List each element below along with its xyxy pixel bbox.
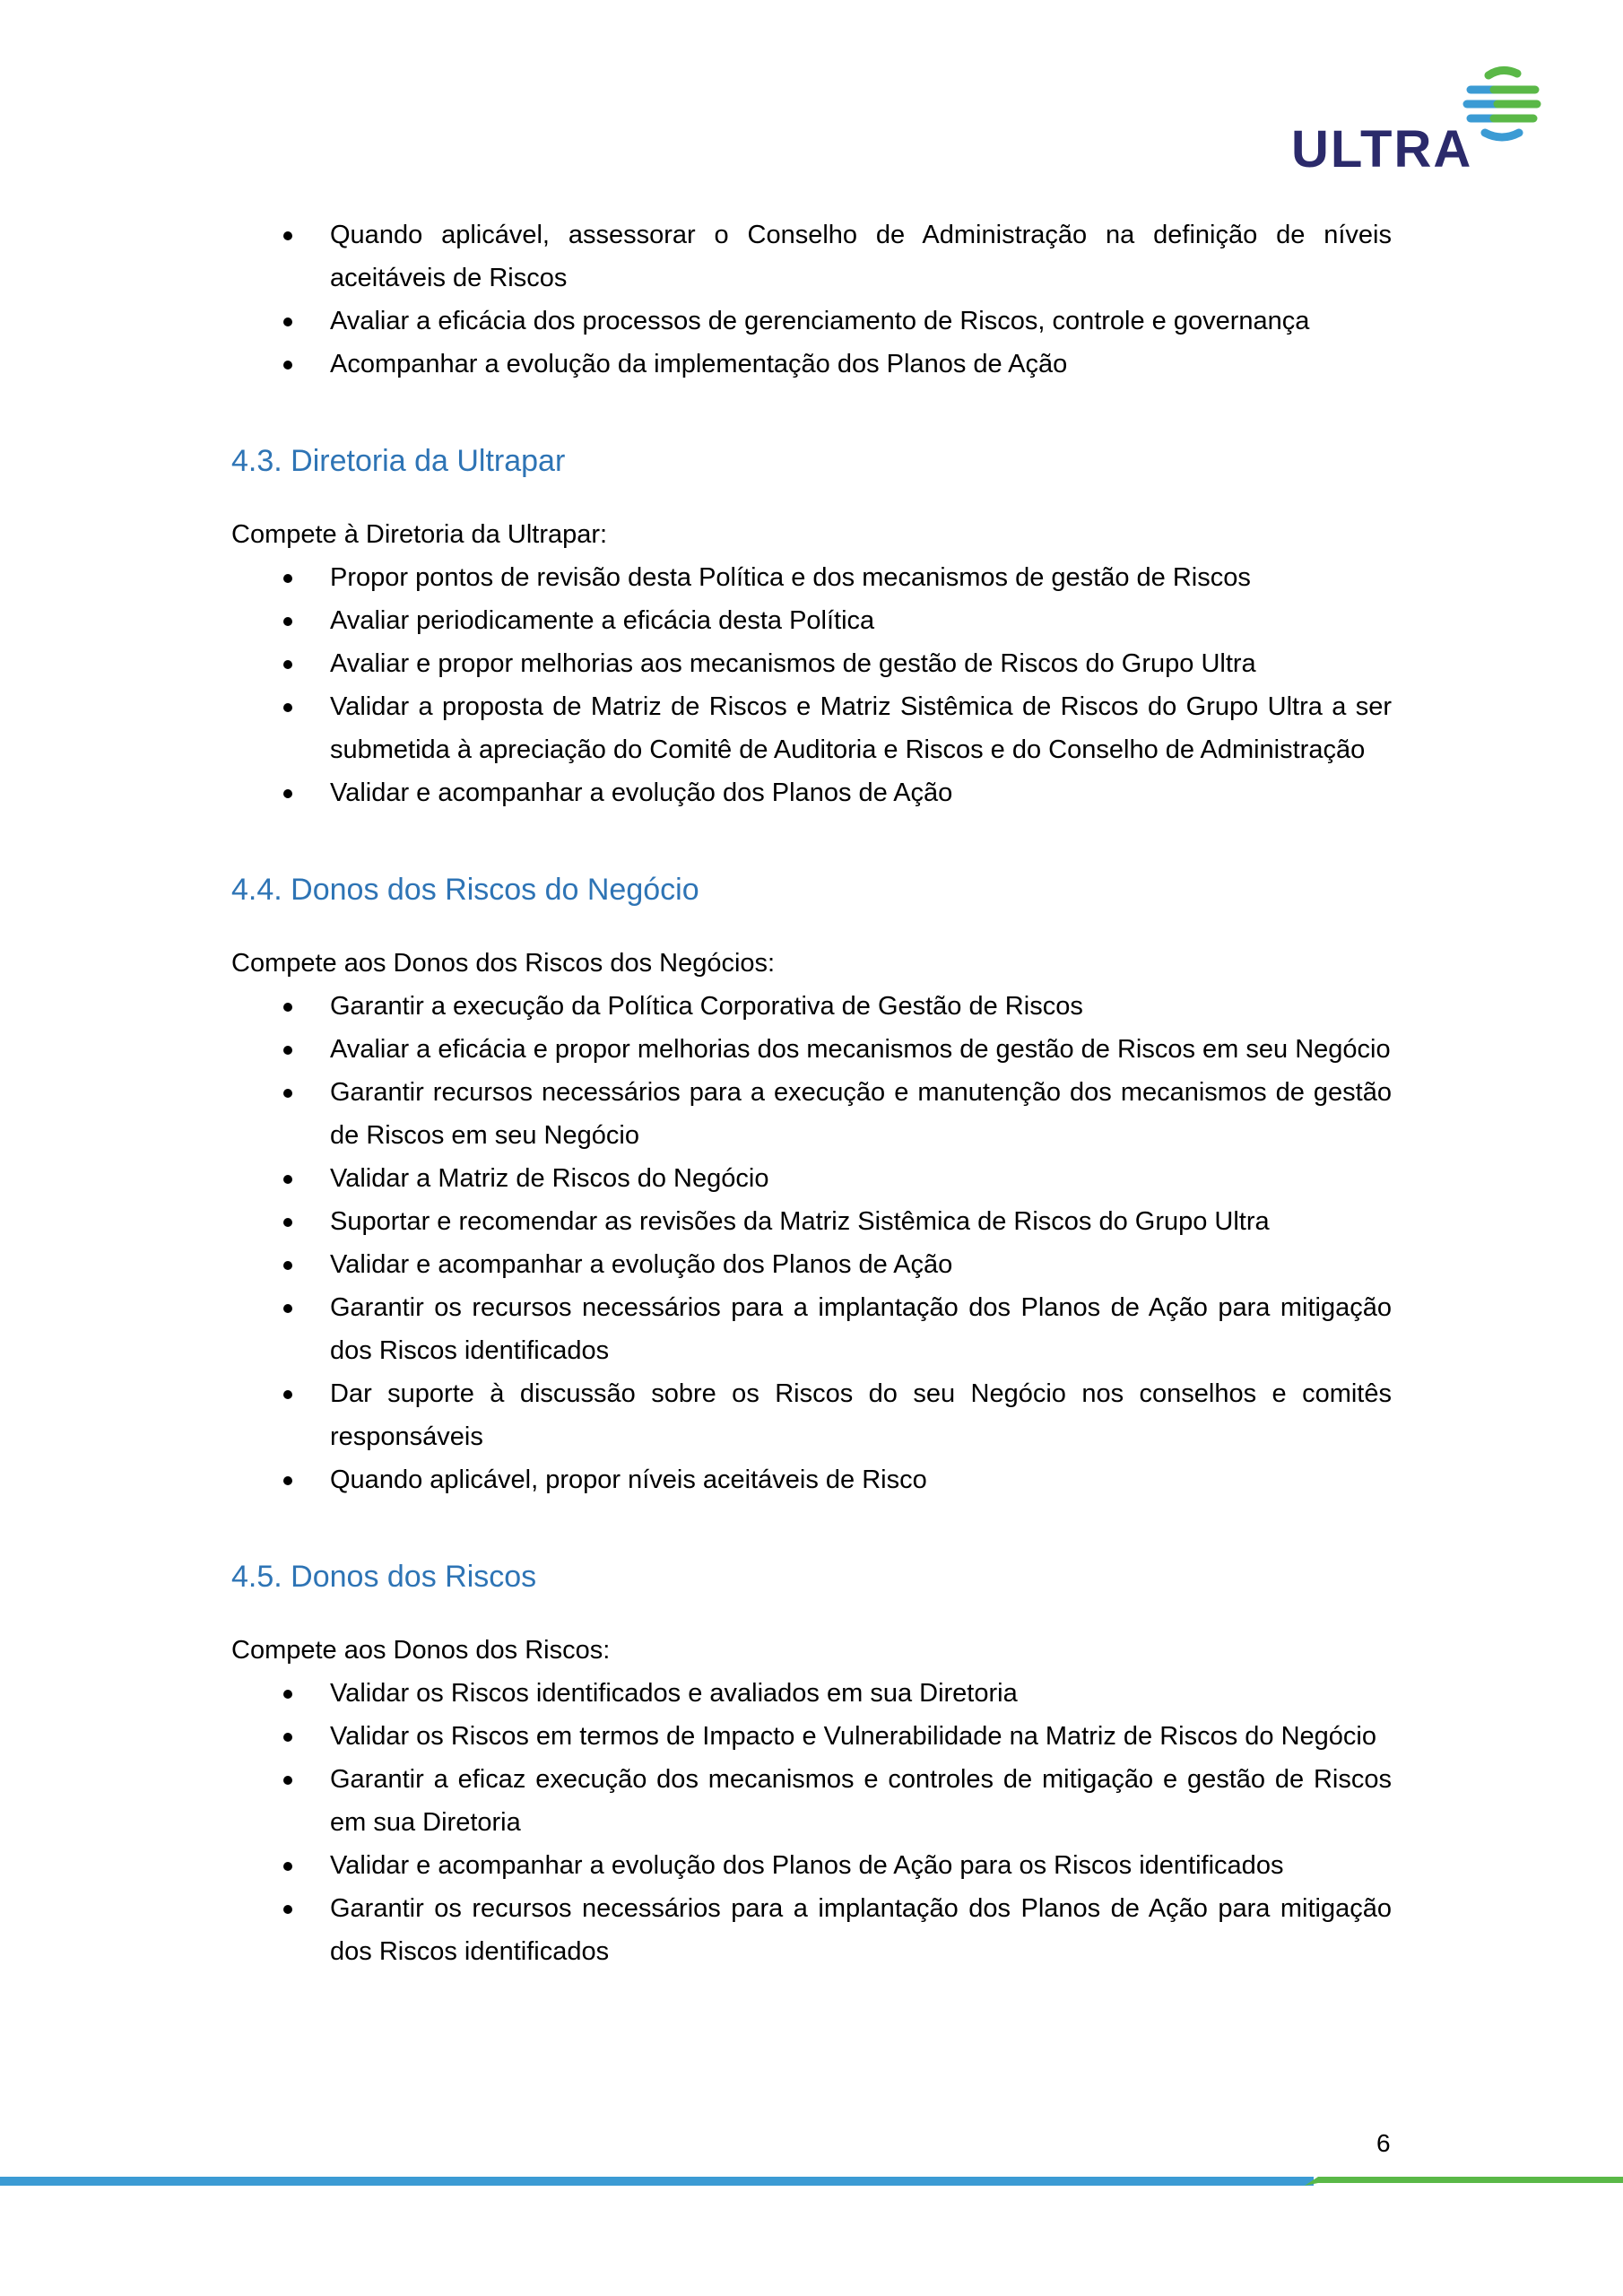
list-item: [231, 1715, 1392, 1758]
list-item-text: Validar e acompanhar a evolução dos Planos de Ação: [330, 1250, 953, 1279]
list-item: [231, 1157, 1392, 1200]
list-item: [231, 1672, 1392, 1715]
bullet-icon: [283, 1261, 292, 1270]
bullet-list: [231, 1672, 1392, 1973]
list-item-text: Validar e acompanhar a evolução dos Planos de Ação: [330, 778, 953, 807]
bullet-icon: [283, 1476, 292, 1485]
list-item: [231, 1758, 1392, 1844]
ultra-logo-icon: [1462, 65, 1542, 145]
list-item: [231, 1887, 1392, 1973]
page-number: 6: [1376, 2129, 1391, 2157]
section-heading: 4.3. Diretoria da Ultrapar: [231, 444, 566, 478]
list-item: [231, 556, 1392, 599]
list-item-text: Validar a proposta de Matriz de Riscos e Matriz Sistêmica de Riscos do Grupo Ultra a ser submetida à apreciação do Comitê de Auditoria e Riscos e do Conselho de Administração: [330, 692, 1392, 764]
list-item-text: Quando aplicável, propor níveis aceitáveis de Risco: [330, 1465, 927, 1494]
bullet-icon: [283, 1304, 292, 1313]
bullet-icon: [283, 1905, 292, 1914]
list-item: [231, 213, 1392, 300]
list-item-text: Avaliar e propor melhorias aos mecanismos de gestão de Riscos do Grupo Ultra: [330, 649, 1256, 678]
bullet-icon: [283, 574, 292, 583]
list-item-text: Garantir os recursos necessários para a implantação dos Planos de Ação para mitigação dos Riscos identificados: [330, 1293, 1392, 1365]
bullet-icon: [283, 1690, 292, 1699]
page-header: [1291, 65, 1542, 181]
bullet-icon: [283, 231, 292, 240]
list-item: [231, 1243, 1392, 1286]
list-item: [231, 1458, 1392, 1501]
section-intro: Compete à Diretoria da Ultrapar:: [231, 520, 608, 549]
list-item-text: Garantir a eficaz execução dos mecanismos e controles de mitigação e gestão de Riscos em sua Diretoria: [330, 1765, 1392, 1837]
list-item-text: Garantir a execução da Política Corporativa de Gestão de Riscos: [330, 992, 1083, 1021]
list-item: [231, 1844, 1392, 1887]
list-item: [231, 1071, 1392, 1157]
bullet-icon: [283, 1733, 292, 1742]
list-item: [231, 599, 1392, 642]
list-item-text: Avaliar periodicamente a eficácia desta Política: [330, 606, 875, 635]
bullet-icon: [283, 361, 292, 370]
bullet-icon: [283, 1175, 292, 1184]
bullet-icon: [283, 1046, 292, 1055]
list-item-text: Propor pontos de revisão desta Política e dos mecanismos de gestão de Riscos: [330, 563, 1251, 592]
footer-line: [0, 2174, 1623, 2187]
footer-gradient-bar: [0, 2174, 1623, 2187]
list-item: [231, 1200, 1392, 1243]
list-item-text: Garantir recursos necessários para a execução e manutenção dos mecanismos de gestão de Riscos em seu Negócio: [330, 1078, 1392, 1150]
ultra-logo-wordmark: ULTRA: [1291, 120, 1473, 178]
list-item-text: Garantir os recursos necessários para a implantação dos Planos de Ação para mitigação dos Riscos identificados: [330, 1894, 1392, 1966]
bullet-icon: [283, 1218, 292, 1227]
list-item: [231, 771, 1392, 814]
bullet-icon: [283, 317, 292, 326]
list-item-text: Validar e acompanhar a evolução dos Planos de Ação para os Riscos identificados: [330, 1851, 1284, 1880]
section-heading: 4.5. Donos dos Riscos: [231, 1560, 537, 1594]
list-item-text: Avaliar a eficácia dos processos de gerenciamento de Riscos, controle e governança: [330, 307, 1310, 335]
list-item: [231, 343, 1392, 386]
bullet-icon: [283, 1390, 292, 1399]
list-item: [231, 1028, 1392, 1071]
list-item-text: Validar os Riscos identificados e avaliados em sua Diretoria: [330, 1679, 1018, 1708]
bullet-icon: [283, 1862, 292, 1871]
section-intro: Compete aos Donos dos Riscos dos Negócios:: [231, 949, 776, 978]
bullet-list: [231, 556, 1392, 814]
list-item: [231, 642, 1392, 685]
bullet-icon: [283, 703, 292, 712]
bullet-icon: [283, 789, 292, 798]
bullet-icon: [283, 617, 292, 626]
bullet-list: [231, 985, 1392, 1501]
bullet-icon: [283, 1776, 292, 1785]
bullet-icon: [283, 660, 292, 669]
bullet-icon: [283, 1089, 292, 1098]
document-body: [231, 213, 1392, 1973]
bullet-icon: [283, 1003, 292, 1012]
list-item: [231, 300, 1392, 343]
section-heading: 4.4. Donos dos Riscos do Negócio: [231, 873, 699, 907]
bullet-list: [231, 213, 1392, 386]
list-item: [231, 685, 1392, 771]
section-intro: Compete aos Donos dos Riscos:: [231, 1636, 611, 1665]
list-item: [231, 1372, 1392, 1458]
list-item: [231, 985, 1392, 1028]
list-item-text: Quando aplicável, assessorar o Conselho de Administração na definição de níveis aceitáveis de Riscos: [330, 221, 1392, 292]
list-item-text: Dar suporte à discussão sobre os Riscos do seu Negócio nos conselhos e comitês responsáveis: [330, 1379, 1392, 1451]
list-item-text: Validar os Riscos em termos de Impacto e Vulnerabilidade na Matriz de Riscos do Negócio: [330, 1722, 1376, 1751]
list-item-text: Avaliar a eficácia e propor melhorias dos mecanismos de gestão de Riscos em seu Negócio: [330, 1035, 1391, 1064]
list-item-text: Acompanhar a evolução da implementação dos Planos de Ação: [330, 350, 1068, 378]
list-item: [231, 1286, 1392, 1372]
list-item-text: Validar a Matriz de Riscos do Negócio: [330, 1164, 769, 1193]
list-item-text: Suportar e recomendar as revisões da Matriz Sistêmica de Riscos do Grupo Ultra: [330, 1207, 1270, 1236]
